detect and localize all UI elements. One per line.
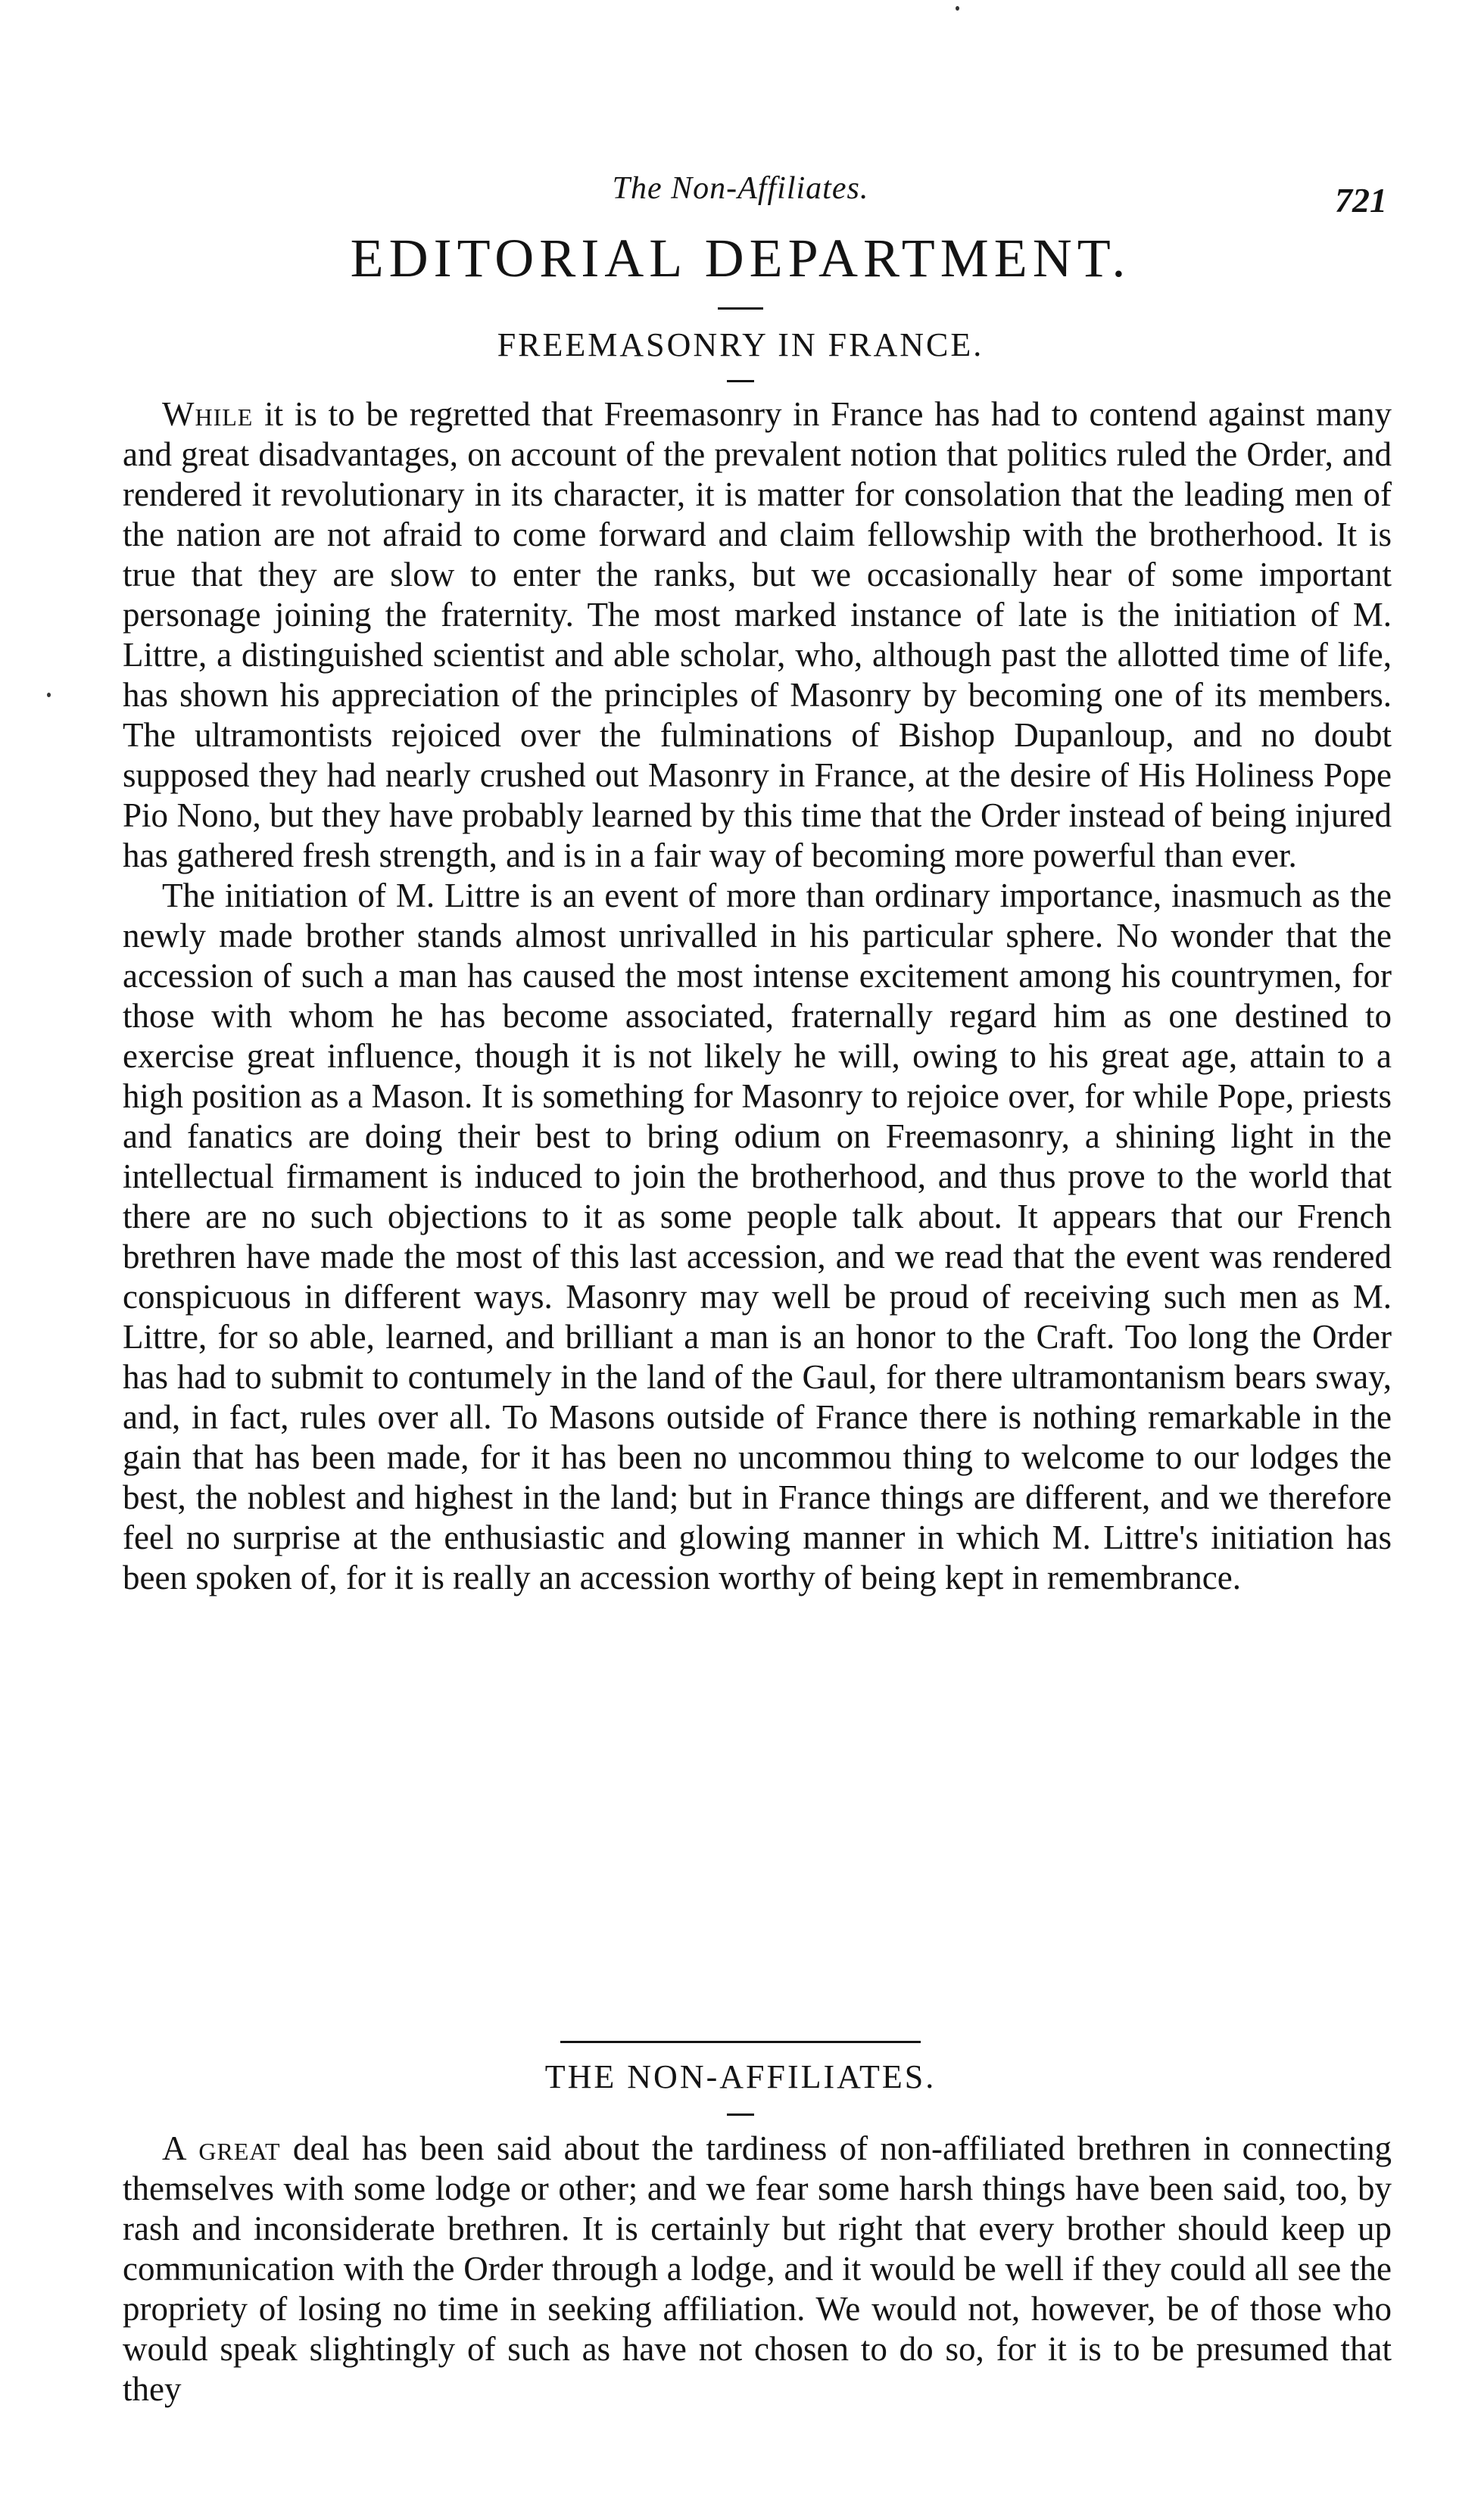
heading-rule (727, 380, 754, 382)
ink-speck (47, 693, 51, 697)
title-rule (718, 307, 763, 310)
article-body-non-affiliates (123, 2129, 1392, 2409)
ink-speck (956, 6, 959, 11)
heading-rule (727, 2113, 754, 2116)
paragraph (123, 876, 1392, 1598)
article-heading-non-affiliates: THE NON-AFFILIATES. (544, 2058, 937, 2095)
paragraph-text: deal has been said about the tardiness of non-affiliated brethren in connecting themselves with some lodge or other; and we fear some harsh things have been said, too, by rash and inconsiderate brethren. It is certainly but right that every brother should keep up communication with the Order through a lodge, and it would be well if they could all see the propriety of losing no time in seeking affiliation. We would not, however, be of those who would speak slightingly of such as have not chosen to do so, for it is to be presumed that they (123, 2129, 1392, 2408)
paragraph (123, 394, 1392, 876)
paragraph-text: The initiation of M. Littre is an event of more than ordinary importance, inasmuch as the newly made brother stands almost unrivalled in his particular sphere. No wonder that the accession of such a man has caused the most intense excitement among his countrymen, for those with whom he has become associated, fraternally regard him as one destined to exercise great influence, though it is not likely he will, owing to his great age, attain to a high position as a Mason. It is something for Masonry to rejoice over, for while Pope, priests and fanatics are doing their best to bring odium on Freemasonry, a shining light in the intellectual firmament is induced to join the brotherhood, and thus prove to the world that there are no such objections to it as some people talk about. It appears that our French brethren have made the most of this last accession, and we read that the event was rendered conspicuous in different ways. Masonry may well be proud of receiving such men as M. Littre, for so able, learned, and brilliant a man is an honor to the Craft. Too long the Order has had to submit to contumely in the land of the Gaul, for there ultramontanism bears sway, and, in fact, rules over all. To Masons outside of France there is nothing remarkable in the gain that has been made, for it has been no uncommou thing to welcome to our lodges the best, the noblest and highest in the land; but in France things are different, and we therefore feel no surprise at the enthusiastic and glowing manner in which M. Littre's initiation has been spoken of, for it is really an accession worthy of being kept in remembrance. (123, 877, 1392, 1596)
running-title: The Non-Affiliates. (612, 171, 869, 206)
page-number: 721 (1335, 181, 1387, 220)
paragraph-text: it is to be regretted that Freemasonry in France has had to contend against many and great disadvantages, on account of the prevalent notion that politics ruled the Order, and rendered it revolutionary in its character, it is matter for consolation that the leading men of the nation are not afraid to come forward and claim fellowship with the brotherhood. It is true that they are slow to enter the ranks, but we occasionally hear of some important personage joining the fraternity. The most marked instance of late is the initiation of M. Littre, a distinguished scientist and able scholar, who, although past the allotted time of life, has shown his appreciation of the principles of Masonry by becoming one of its members. The ultramontists rejoiced over the fulminations of Bishop Dupanloup, and no doubt supposed they had nearly crushed out Masonry in France, at the desire of His Holiness Pope Pio Nono, but they have probably learned by this time that the Order instead of being injured has gathered fresh strength, and is in a fair way of becoming more powerful than ever. (123, 395, 1392, 874)
paragraph (123, 2129, 1392, 2409)
lead-word: While (162, 395, 254, 433)
lead-word: A great (162, 2129, 281, 2167)
article-body-freemasonry (123, 394, 1392, 1598)
department-title: EDITORIAL DEPARTMENT. (350, 228, 1131, 288)
section-divider (560, 2041, 921, 2043)
article-heading-freemasonry: FREEMASONRY IN FRANCE. (497, 326, 984, 363)
